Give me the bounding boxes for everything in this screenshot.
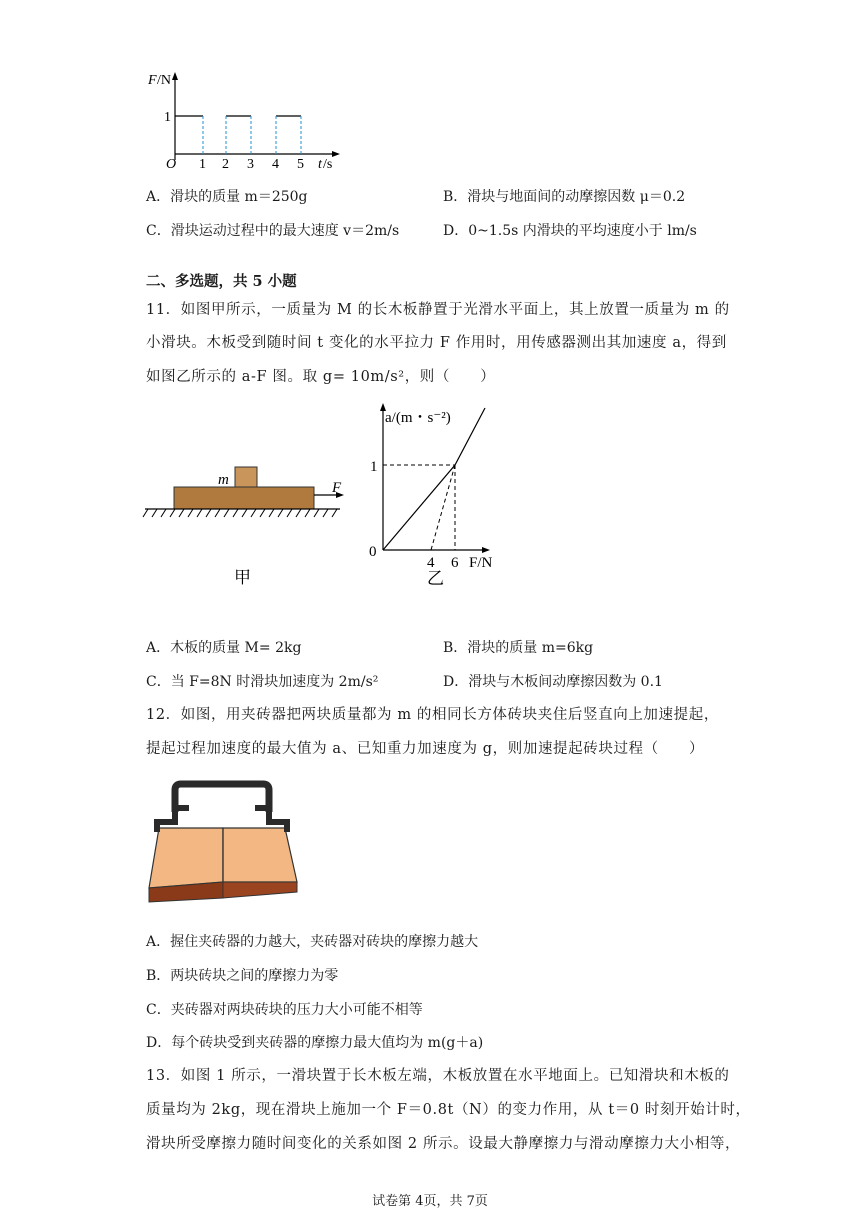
q12-stem-line2: 提起过程加速度的最大值为 a、已知重力加速度为 g，则加速提起砖块过程（ ） — [146, 741, 705, 757]
q12-stem-line1: 12．如图，用夹砖器把两块质量都为 m 的相同长方体砖块夹住后竖直向上加速提起， — [146, 707, 719, 723]
board-block-figure — [140, 455, 350, 590]
fig-top-x-tick: 5 — [297, 157, 304, 170]
fig-top-xlabel-var: t — [318, 157, 322, 170]
q12-option-c: C．夹砖器对两块砖块的压力大小可能不相等 — [146, 1002, 423, 1018]
fig-top-xlabel-unit: /s — [323, 157, 333, 170]
fig-top-ylabel-var: F — [148, 73, 157, 88]
q12-option-d: D．每个砖块受到夹砖器的摩擦力最大值均为 m(g＋a) — [146, 1035, 484, 1051]
q11-stem-line2: 小滑块。木板受到随时间 t 变化的水平拉力 F 作用时，用传感器测出其加速度 a，得到 — [146, 335, 727, 351]
q13-stem-line3: 滑块所受摩擦力随时间变化的关系如图 2 所示。设最大静摩擦力与滑动摩擦力大小相等， — [146, 1136, 741, 1152]
q11-stem-line1: 11．如图甲所示，一质量为 M 的长木板静置于光滑水平面上，其上放置一质量为 m 的 — [146, 302, 730, 318]
graph-x-tick: 4 — [427, 555, 435, 571]
q11-option-c: C．当 F=8N 时滑块加速度为 2m/s² — [146, 674, 379, 690]
q11-option-b: B．滑块的质量 m=6kg — [443, 640, 594, 656]
q10-option-b: B．滑块与地面间的动摩擦因数 μ＝0.2 — [443, 189, 686, 205]
acceleration-force-graph — [365, 398, 515, 588]
force-time-graph — [140, 70, 350, 170]
fig-top-x-tick: 1 — [199, 157, 206, 170]
block-mass-label: m — [218, 472, 229, 488]
fig-top-x-tick: 3 — [247, 157, 254, 170]
fig-top-x-tick: 2 — [222, 157, 229, 170]
graph-xlabel: F/N — [469, 555, 493, 571]
q12-option-a: A．握住夹砖器的力越大，夹砖器对砖块的摩擦力越大 — [146, 934, 479, 950]
force-label: F — [332, 480, 342, 496]
q11-option-a: A．木板的质量 M= 2kg — [146, 640, 302, 656]
fig-top-origin: O — [166, 157, 177, 170]
graph-y-tick: 1 — [370, 459, 378, 475]
q11-option-d: D．滑块与木板间动摩擦因数为 0.1 — [443, 674, 663, 690]
section-heading-multiple-choice: 二、多选题，共 5 小题 — [146, 273, 297, 290]
graph-ylabel: a/(m・s⁻²) — [385, 410, 451, 426]
q12-option-b: B．两块砖块之间的摩擦力为零 — [146, 968, 339, 984]
graph-x-tick: 6 — [451, 555, 459, 571]
q11-stem-line3: 如图乙所示的 a-F 图。取 g= 10m/s²，则（ ） — [146, 369, 496, 385]
q10-option-d: D．0~1.5s 内滑块的平均速度小于 lm/s — [443, 223, 697, 239]
fig-top-x-tick: 4 — [272, 157, 279, 170]
q13-stem-line2: 质量均为 2kg，现在滑块上施加一个 F＝0.8t（N）的变力作用，从 t＝0 时刻开始计时， — [146, 1102, 751, 1118]
q10-option-a: A．滑块的质量 m＝250g — [146, 189, 308, 205]
fig-top-y-tick: 1 — [164, 110, 171, 125]
q10-option-c: C．滑块运动过程中的最大速度 v＝2m/s — [146, 223, 400, 239]
figure-caption-jia: 甲 — [234, 568, 251, 587]
q13-stem-line1: 13．如图 1 所示，一滑块置于长木板左端，木板放置在水平地面上。已知滑块和木板的 — [146, 1068, 730, 1084]
graph-origin: 0 — [369, 544, 377, 560]
page-footer: 试卷第 4页，共 7页 — [372, 1194, 488, 1209]
brick-clamp-figure — [145, 780, 305, 905]
fig-top-ylabel-unit: /N — [157, 73, 171, 88]
figure-caption-yi: 乙 — [427, 569, 444, 588]
